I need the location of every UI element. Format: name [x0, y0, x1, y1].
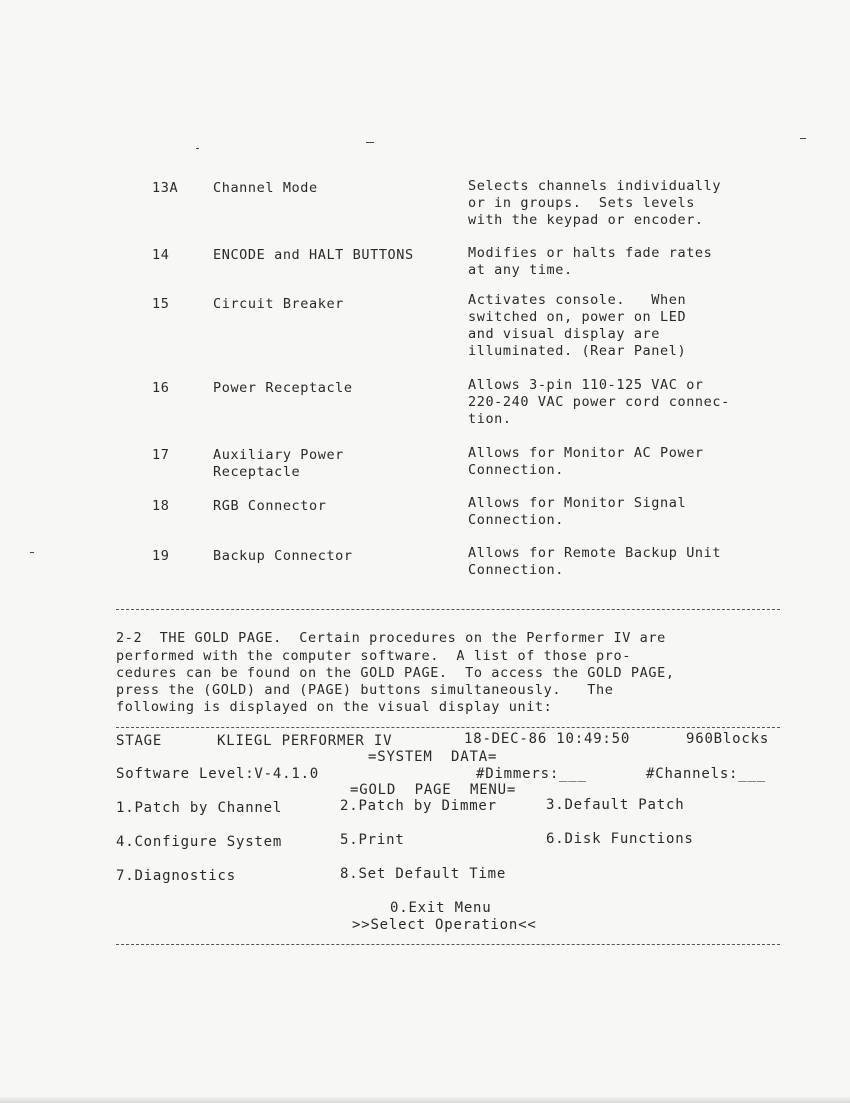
menu-option-set-default-time: 8.Set Default Time	[340, 866, 507, 882]
screen-dimmers: #Dimmers:___	[476, 766, 587, 782]
item-description: illuminated. (Rear Panel)	[468, 343, 687, 359]
item-description: with the keypad or encoder.	[468, 212, 704, 228]
scan-speck	[196, 148, 199, 149]
menu-option-exit: 0.Exit Menu	[390, 900, 492, 916]
screen-title: KLIEGL PERFORMER IV	[217, 733, 393, 749]
menu-option-configure-system: 4.Configure System	[116, 834, 283, 850]
menu-option-print: 5.Print	[340, 832, 405, 848]
section-divider	[116, 609, 780, 610]
screen-stage-label: STAGE	[116, 733, 163, 749]
scan-edge	[0, 1096, 850, 1103]
item-description: Connection.	[468, 462, 565, 478]
section-text: following is displayed on the visual display unit:	[116, 699, 553, 715]
item-name: Receptacle	[213, 464, 301, 480]
screen-top-divider	[116, 727, 780, 728]
section-text: performed with the computer software. A list of those pro-	[116, 648, 631, 664]
item-description: tion.	[468, 411, 512, 427]
item-description: Allows for Remote Backup Unit	[468, 545, 722, 561]
item-description: or in groups. Sets levels	[468, 195, 695, 211]
item-name: Power Receptacle	[213, 380, 353, 396]
item-number: 18	[152, 498, 170, 514]
section-text: 2-2 THE GOLD PAGE. Certain procedures on the Performer IV are	[116, 630, 666, 646]
screen-system-data: =SYSTEM DATA=	[368, 749, 498, 765]
item-name: Auxiliary Power	[213, 447, 344, 463]
item-description: switched on, power on LED	[468, 309, 687, 325]
item-description: Connection.	[468, 512, 565, 528]
item-number: 15	[152, 296, 170, 312]
menu-option-diagnostics: 7.Diagnostics	[116, 868, 236, 884]
item-description: Allows for Monitor AC Power	[468, 445, 704, 461]
menu-option-default-patch: 3.Default Patch	[546, 797, 685, 813]
item-number: 13A	[152, 180, 179, 196]
scan-speck	[30, 552, 34, 553]
item-number: 19	[152, 548, 170, 564]
item-description: Allows 3-pin 110-125 VAC or	[468, 377, 704, 393]
item-description: Selects channels individually	[468, 178, 722, 194]
screen-software-level: Software Level:V-4.1.0	[116, 766, 320, 782]
section-text: cedures can be found on the GOLD PAGE. To access the GOLD PAGE,	[116, 665, 675, 681]
menu-option-disk-functions: 6.Disk Functions	[546, 831, 694, 847]
screen-datetime: 18-DEC-86 10:49:50	[464, 731, 631, 747]
item-name: ENCODE and HALT BUTTONS	[213, 247, 414, 263]
screen-menu-title: =GOLD PAGE MENU=	[350, 782, 517, 798]
item-name: Circuit Breaker	[213, 296, 344, 312]
item-description: at any time.	[468, 262, 573, 278]
item-description: Allows for Monitor Signal	[468, 495, 687, 511]
section-text: press the (GOLD) and (PAGE) buttons simultaneously. The	[116, 682, 614, 698]
screen-prompt: >>Select Operation<<	[352, 917, 537, 933]
item-name: Backup Connector	[213, 548, 353, 564]
scan-speck	[366, 142, 374, 143]
item-name: RGB Connector	[213, 498, 327, 514]
item-number: 16	[152, 380, 170, 396]
item-description: 220-240 VAC power cord connec-	[468, 394, 730, 410]
item-number: 17	[152, 447, 170, 463]
item-description: Modifies or halts fade rates	[468, 245, 713, 261]
item-description: Connection.	[468, 562, 565, 578]
scan-speck	[800, 138, 806, 139]
item-number: 14	[152, 247, 170, 263]
item-description: and visual display are	[468, 326, 661, 342]
item-name: Channel Mode	[213, 180, 318, 196]
screen-bottom-divider	[116, 944, 780, 945]
screen-blocks: 960Blocks	[686, 731, 770, 747]
menu-option-patch-by-channel: 1.Patch by Channel	[116, 800, 283, 816]
menu-option-patch-by-dimmer: 2.Patch by Dimmer	[340, 798, 497, 814]
screen-channels: #Channels:___	[646, 766, 766, 782]
item-description: Activates console. When	[468, 292, 687, 308]
